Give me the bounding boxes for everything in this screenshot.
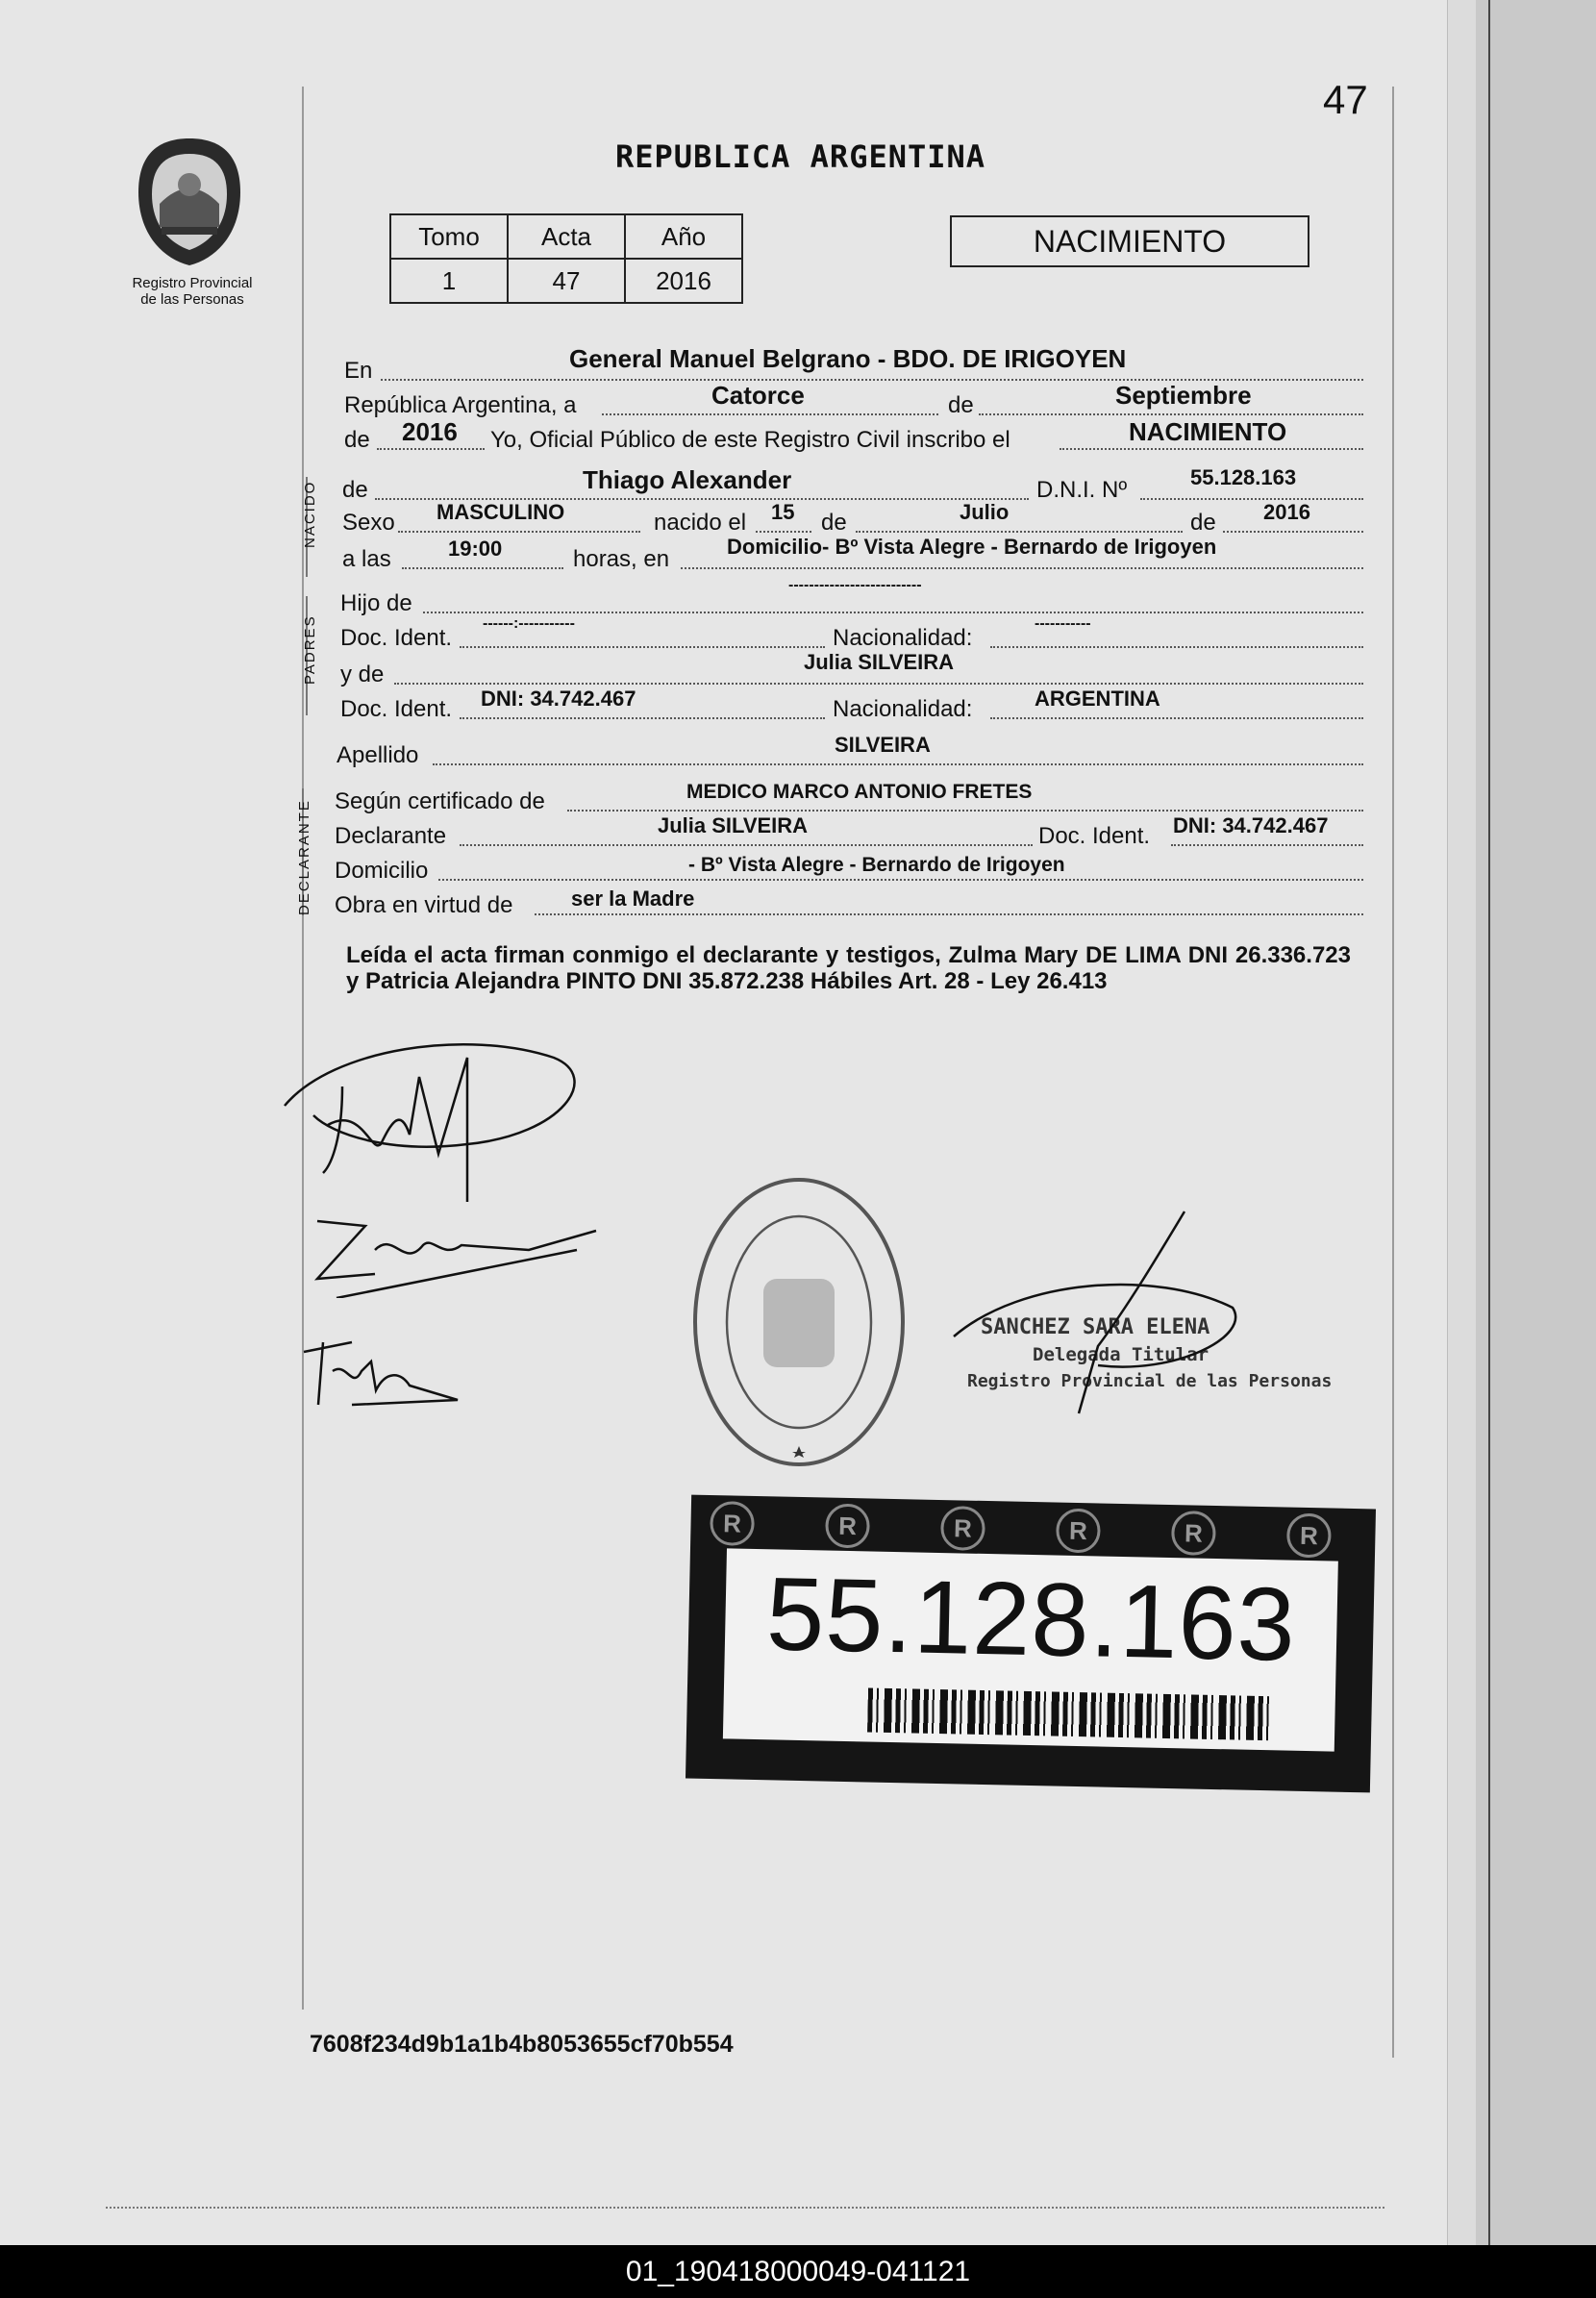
horas-en-label: horas, en: [573, 546, 670, 572]
nacido-section-label: NACIDO: [302, 480, 318, 548]
signature-witness-2-icon: [294, 1333, 467, 1410]
nacionalidad-label: Nacionalidad:: [833, 696, 973, 722]
dotted-line: [423, 612, 1363, 613]
dotted-line: [433, 763, 1363, 765]
dotted-line: [535, 913, 1363, 915]
dotted-line: [1223, 531, 1363, 533]
table-value-acta: 47: [508, 259, 625, 303]
father-doc-value: ------:-----------: [483, 615, 575, 632]
signature-witness-1-icon: [298, 1211, 606, 1298]
act-kind-value: NACIMIENTO: [1129, 417, 1287, 446]
officer-text: Yo, Oficial Público de este Registro Civil inscribo el: [490, 427, 1010, 453]
domicilio-value: - Bº Vista Alegre - Bernardo de Irigoyen: [688, 854, 1065, 876]
document-hash: 7608f234d9b1a1b4b8053655cf70b554: [310, 2031, 734, 2058]
domicilio-label: Domicilio: [335, 858, 429, 884]
registrar-office: Registro Provincial de las Personas: [967, 1371, 1333, 1391]
dotted-line: [681, 567, 1363, 569]
table-header-ano: Año: [625, 214, 742, 259]
registry-table: [389, 213, 743, 304]
r-mark-icon: R: [710, 1501, 755, 1546]
registry-label: [115, 275, 269, 308]
official-oval-stamp-icon: [688, 1173, 910, 1471]
header-title: REPUBLICA ARGENTINA: [615, 138, 986, 175]
barcode-label: [686, 1495, 1376, 1793]
registrar-name: SANCHEZ SARA ELENA: [981, 1315, 1210, 1339]
dotted-line: [990, 717, 1363, 719]
mother-value: Julia SILVEIRA: [804, 650, 955, 674]
form-frame-right: [1392, 87, 1394, 2058]
bottom-form-lines: [106, 2207, 1384, 2247]
dotted-line: [460, 844, 1033, 846]
r-mark-icon: R: [940, 1506, 985, 1551]
obra-label: Obra en virtud de: [335, 892, 513, 918]
r-mark-icon: R: [1056, 1509, 1101, 1554]
declarante-label: Declarante: [335, 823, 447, 849]
barcode-number: 55.128.163: [765, 1555, 1298, 1683]
mother-doc-value: DNI: 34.742.467: [481, 687, 636, 711]
document-type-box: NACIMIENTO: [950, 215, 1309, 267]
barcode-bars-icon: [867, 1687, 1272, 1740]
underlying-page: [1476, 0, 1596, 2245]
month-value: Septiembre: [1115, 381, 1252, 410]
closing-paragraph: Leída el acta firman conmigo el declarante y testigos, Zulma Mary DE LIMA DNI 26.336.723 y Patricia Alejandra PINTO DNI 35.872.238 Hábiles Art. 28 - Ley 26.413: [346, 942, 1351, 994]
r-mark-icon: R: [1171, 1511, 1216, 1556]
declarant-name-value: Julia SILVEIRA: [658, 813, 809, 837]
de-label: de: [821, 510, 847, 536]
registry-label-line2: de las Personas: [140, 291, 244, 308]
province-seal-icon: [133, 135, 246, 269]
page-number: 47: [1323, 77, 1368, 122]
sexo-value: MASCULINO: [436, 500, 565, 524]
dotted-line: [1140, 498, 1363, 500]
de-label: de: [948, 392, 974, 418]
table-header-acta: Acta: [508, 214, 625, 259]
dotted-line: [979, 413, 1363, 415]
sexo-label: Sexo: [342, 510, 395, 536]
r-mark-icon: R: [825, 1504, 870, 1549]
y-de-label: y de: [340, 662, 385, 687]
dotted-line: [1171, 844, 1363, 846]
registrar-title: Delegada Titular: [1033, 1344, 1209, 1365]
page-edge: [1447, 0, 1477, 2245]
dotted-line: [398, 531, 640, 533]
barcode-panel: [723, 1548, 1338, 1751]
birth-year-value: 2016: [1263, 500, 1310, 524]
en-label: En: [344, 358, 373, 384]
r-mark-icon: R: [1286, 1513, 1332, 1559]
dotted-line: [856, 531, 1183, 533]
birth-month-value: Julio: [960, 500, 1010, 524]
child-name-value: Thiago Alexander: [583, 465, 792, 494]
birth-day-value: 15: [771, 500, 795, 524]
hijo-de-label: Hijo de: [340, 590, 412, 616]
dotted-line: [756, 531, 811, 533]
signature-registrar-icon: [944, 1202, 1252, 1423]
dotted-line: [394, 683, 1363, 685]
certificado-label: Según certificado de: [335, 788, 545, 814]
nacionalidad-label: Nacionalidad:: [833, 625, 973, 651]
father-nationality-value: -----------: [1035, 615, 1091, 632]
dotted-line: [402, 567, 563, 569]
dotted-line: [567, 810, 1363, 812]
declarante-section-label: DECLARANTE: [296, 799, 312, 915]
mother-nationality-value: ARGENTINA: [1035, 687, 1160, 711]
nacido-el-label: nacido el: [654, 510, 747, 536]
republica-label: República Argentina, a: [344, 392, 577, 418]
obra-value: ser la Madre: [571, 887, 695, 911]
dni-label: D.N.I. Nº: [1036, 477, 1128, 503]
declarant-doc-value: DNI: 34.742.467: [1173, 813, 1329, 837]
certificate-value: MEDICO MARCO ANTONIO FRETES: [686, 781, 1033, 803]
child-dni-value: 55.128.163: [1190, 465, 1297, 489]
dotted-line: [460, 646, 825, 648]
place-value: General Manuel Belgrano - BDO. DE IRIGOYEN: [569, 344, 1127, 373]
father-value: --------------------------: [788, 577, 922, 593]
table-value-tomo: 1: [390, 259, 508, 303]
time-value: 19:00: [448, 537, 503, 561]
doc-ident-label: Doc. Ident.: [340, 696, 453, 722]
a-las-label: a las: [342, 546, 391, 572]
doc-ident-label: Doc. Ident.: [340, 625, 453, 651]
footer-filename: 01_190418000049-041121: [0, 2245, 1596, 2298]
padres-section-label: PADRES: [302, 614, 318, 685]
apellido-label: Apellido: [337, 742, 419, 768]
doc-ident-label: Doc. Ident.: [1038, 823, 1151, 849]
signature-declarant-icon: [275, 1019, 602, 1231]
de-label: de: [1190, 510, 1216, 536]
table-header-tomo: Tomo: [390, 214, 508, 259]
surname-value: SILVEIRA: [835, 733, 931, 757]
registry-label-line1: Registro Provincial: [132, 275, 253, 291]
year-value: 2016: [402, 417, 458, 446]
dotted-line: [438, 879, 1363, 881]
birth-place-value: Domicilio- Bº Vista Alegre - Bernardo de Irigoyen: [727, 535, 1217, 559]
dotted-line: [602, 413, 938, 415]
dotted-line: [377, 448, 485, 450]
dotted-line: [1060, 448, 1363, 450]
table-value-ano: 2016: [625, 259, 742, 303]
page-divider-line: [1488, 0, 1490, 2245]
dotted-line: [460, 717, 825, 719]
day-words-value: Catorce: [711, 381, 805, 410]
de-label: de: [344, 427, 370, 453]
dotted-line: [990, 646, 1363, 648]
de-label: de: [342, 477, 368, 503]
